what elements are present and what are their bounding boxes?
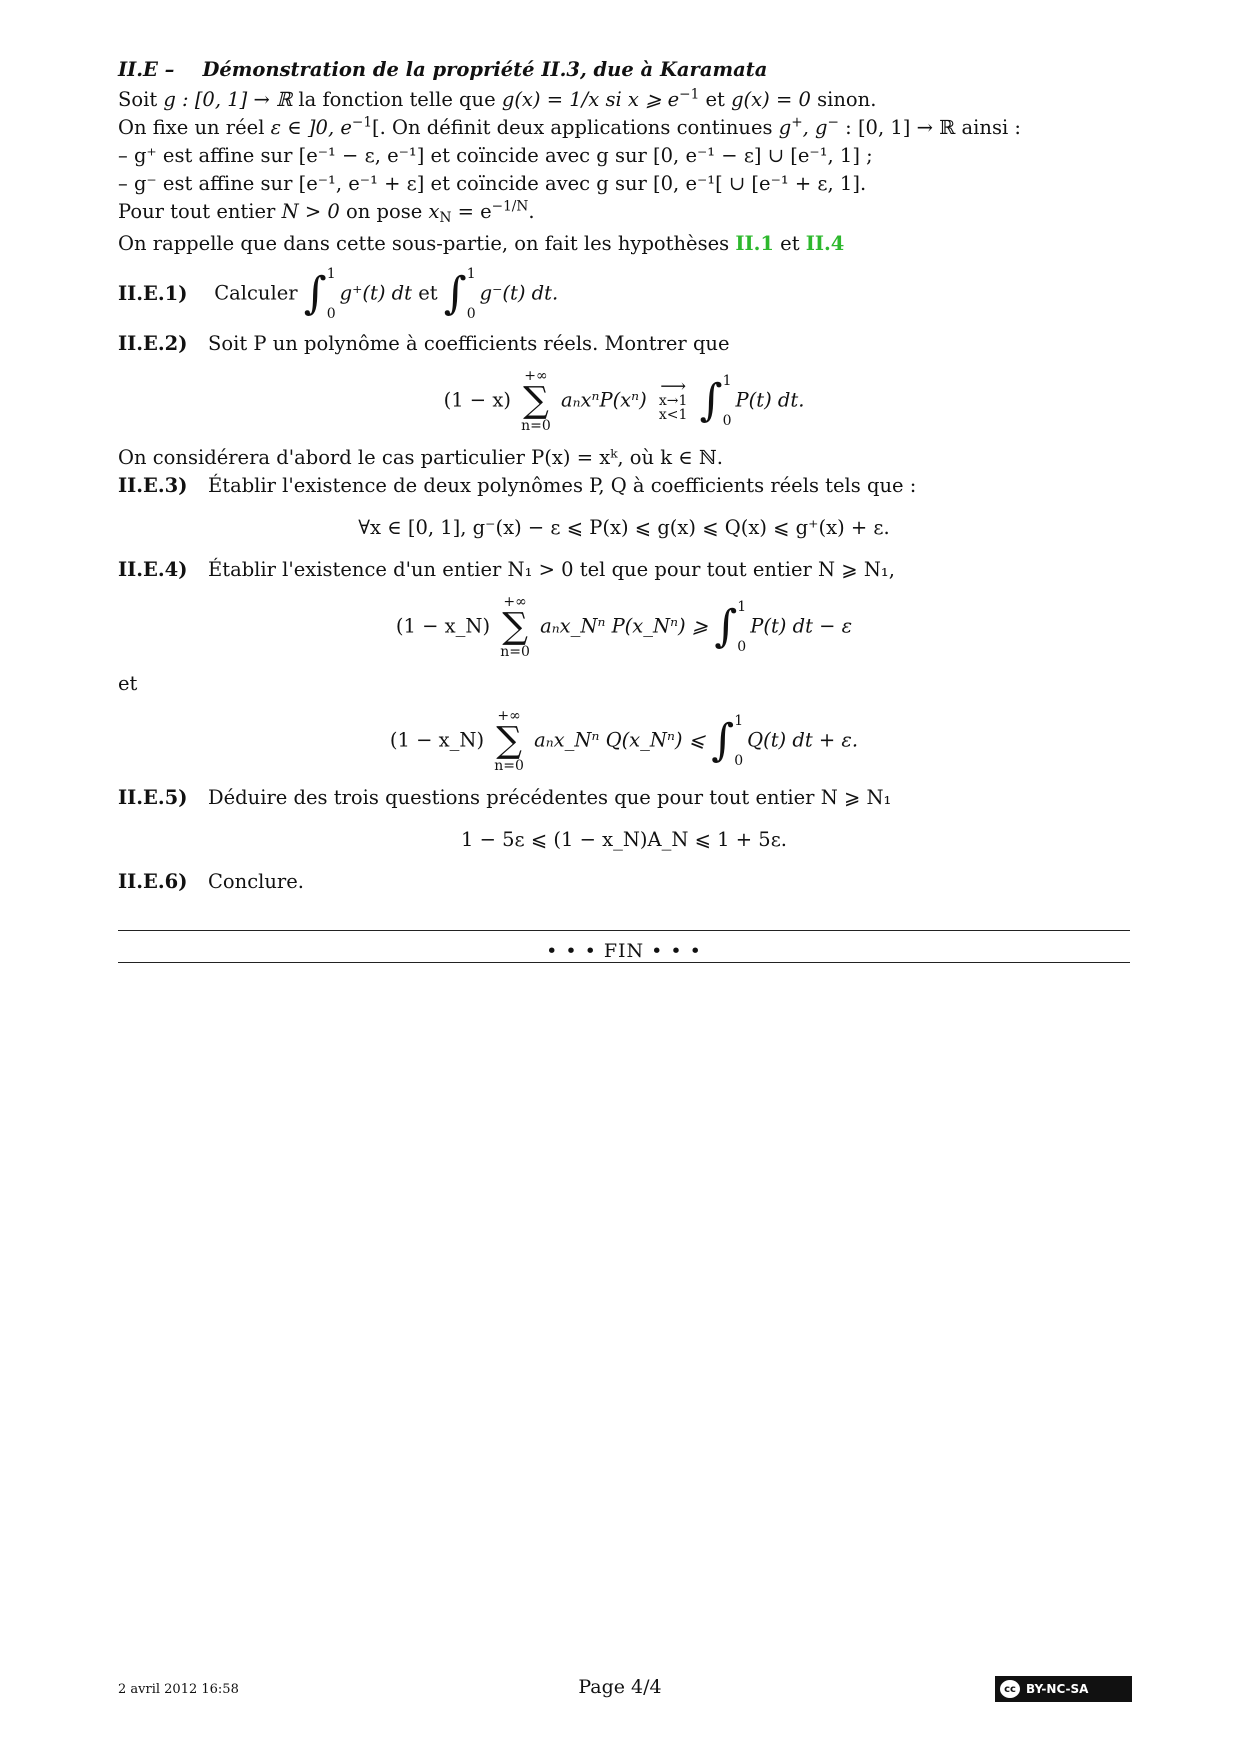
creative-commons-icon: cc xyxy=(1000,1680,1020,1698)
question-label: II.E.4) xyxy=(118,558,188,581)
paragraph: On considérera d'abord le cas particulier P(x) = xᵏ, où k ∈ ℕ. xyxy=(118,446,723,469)
divider-bottom xyxy=(118,962,1130,963)
display-equation: (1 − x_N) +∞ ∑ n=0 aₙx_Nⁿ Q(x_Nⁿ) ⩽ ∫ 1 0 Q(t) dt + ε. xyxy=(389,708,859,774)
section-title: Démonstration de la propriété II.3, due à Karamata xyxy=(202,58,768,81)
question-label: II.E.2) xyxy=(118,332,188,355)
question-II.E.2: II.E.2) Soit P un polynôme à coefficients réels. Montrer que xyxy=(118,330,1130,358)
intro-line-2: On fixe un réel ε ∈ ]0, $e^{-1}$[. On définit deux applications continues g+, g− : [0, 1] → ℝ ainsi : xyxy=(118,114,1021,139)
question-II.E.1: II.E.1) Calculer ∫ 1 0 g⁺(t) dt et ∫ 1 0 g⁻(t) dt. xyxy=(118,266,559,322)
display-equation: (1 − x_N) +∞ ∑ n=0 aₙx_Nⁿ P(x_Nⁿ) ⩾ ∫ 1 0 P(t) dt − ε xyxy=(395,594,853,660)
intro-line-4: – g⁻ est affine sur [e⁻¹, e⁻¹ + ε] et coïncide avec g sur [0, e⁻¹[ ∪ [e⁻¹ + ε, 1]. xyxy=(118,172,867,195)
question-label: II.E.6) xyxy=(118,870,188,893)
end-marker: • • • FIN • • • xyxy=(546,940,702,962)
license-badge[interactable] xyxy=(995,1676,1132,1702)
integral: ∫ 1 0 xyxy=(303,266,336,322)
intro-line-3: – g⁺ est affine sur [e⁻¹ − ε, e⁻¹] et coïncide avec g sur [0, e⁻¹ − ε] ∪ [e⁻¹, 1] ; xyxy=(118,144,873,167)
footer-date: 2 avril 2012 16:58 xyxy=(118,1682,239,1697)
display-equation: 1 − 5ε ⩽ (1 − x_N)A_N ⩽ 1 + 5ε. xyxy=(460,828,788,851)
divider-top xyxy=(118,930,1130,931)
section-number: II.E – xyxy=(118,58,175,81)
question-label: II.E.5) xyxy=(118,786,188,809)
paragraph: et xyxy=(118,672,138,695)
hypothesis-link-II.4[interactable]: II.4 xyxy=(805,232,845,255)
question-label: II.E.3) xyxy=(118,474,188,497)
section-heading xyxy=(118,56,1130,84)
intro-line-1: Soit g : [0, 1] → ℝ la fonction telle que g(x) = 1/x si x ⩾ $e^{-1}$ et g(x) = 0 sinon. xyxy=(118,86,877,111)
question-label: II.E.1) xyxy=(118,281,188,305)
display-equation: ∀x ∈ [0, 1], g⁻(x) − ε ⩽ P(x) ⩽ g(x) ⩽ Q(x) ⩽ g⁺(x) + ε. xyxy=(358,516,890,539)
display-equation: (1 − x) +∞ ∑ n=0 aₙxⁿP(xⁿ) ⟶ x→1 x<1 ∫ 1 0 P(t) dt. xyxy=(443,368,805,434)
question-II.E.3: II.E.3) Établir l'existence de deux polynômes P, Q à coefficients réels tels que : xyxy=(118,472,1130,500)
intro-line-5: Pour tout entier N > 0 on pose $x_N = e^{-1/N}$. xyxy=(118,198,535,227)
document-body xyxy=(118,56,1130,896)
question-II.E.4: II.E.4) Établir l'existence d'un entier N₁ > 0 tel que pour tout entier N ⩾ N₁, xyxy=(118,556,1130,584)
page-number: Page 4/4 xyxy=(578,1676,662,1698)
question-II.E.6: II.E.6) Conclure. xyxy=(118,868,1130,896)
integral: ∫ 1 0 xyxy=(443,266,476,322)
intro-line-6: On rappelle que dans cette sous-partie, on fait les hypothèses II.1 et II.4 xyxy=(118,232,845,255)
question-II.E.5: II.E.5) Déduire des trois questions précédentes que pour tout entier N ⩾ N₁ xyxy=(118,784,1130,812)
hypothesis-link-II.1[interactable]: II.1 xyxy=(735,232,774,255)
license-label: BY-NC-SA xyxy=(1026,1682,1089,1696)
